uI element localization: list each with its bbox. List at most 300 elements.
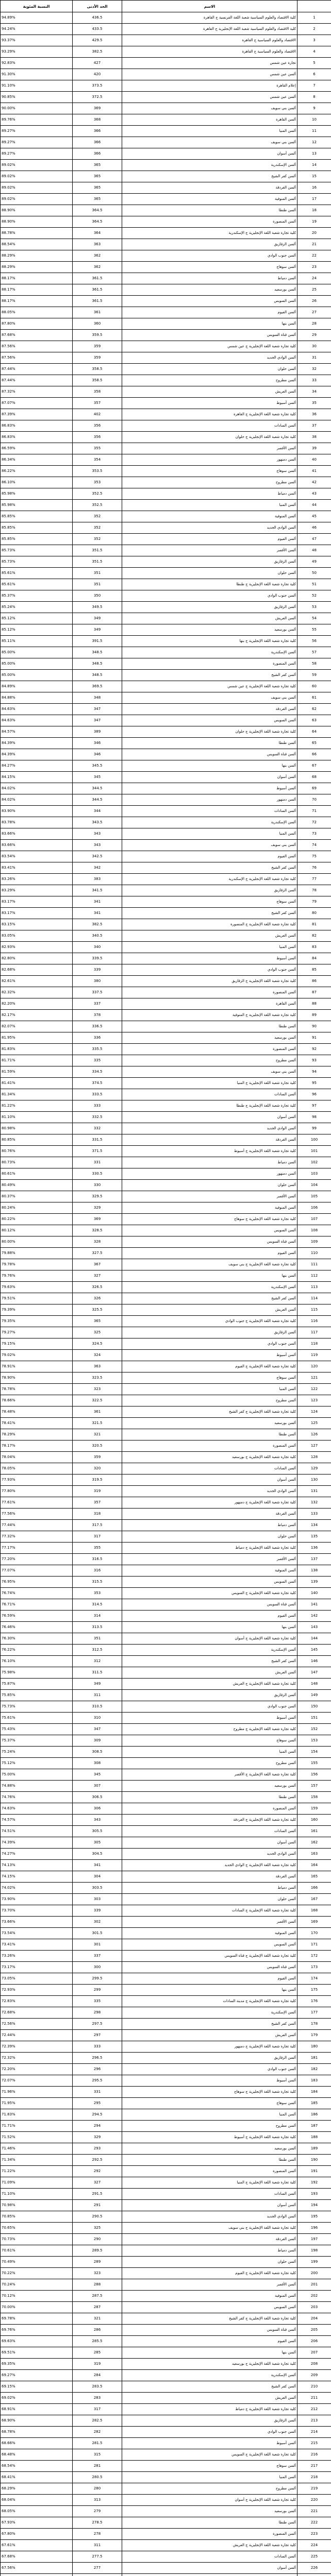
row-percentage: 79.35%: [1, 1316, 73, 1327]
row-min-score: 299: [73, 1985, 122, 1996]
row-percentage: 67.68%: [1, 2551, 73, 2563]
row-percentage: 75.73%: [1, 1701, 73, 1713]
row-name: كلية تجارة شعبة اللغة الإنجليزية ج بني سويف: [122, 2223, 297, 2234]
row-name: كلية تجارة شعبة اللغة الإنجليزية ج الوادي الجديد: [122, 1860, 297, 1871]
row-name: ألسن طنطا: [122, 2155, 297, 2166]
table-row: [1, 556, 331, 568]
row-percentage: 74.02%: [1, 1883, 73, 1894]
table-row: [1, 2075, 331, 2087]
row-name: ألسن المنصورة: [122, 2166, 297, 2177]
row-min-score: 296.5: [73, 2053, 122, 2064]
row-min-score: 352: [73, 534, 122, 545]
table-row: [1, 1078, 331, 1089]
table-row: [1, 103, 331, 114]
row-min-score: 323: [73, 1384, 122, 1395]
row-index: 187: [297, 2121, 331, 2132]
row-percentage: 71.22%: [1, 2166, 73, 2177]
table-row: [1, 2064, 331, 2075]
row-name: ألسن بورسعيد: [122, 1418, 297, 1429]
row-percentage: 82.32%: [1, 987, 73, 998]
row-name: ألسن قناة السويس: [122, 1962, 297, 1973]
row-min-score: 341: [73, 1860, 122, 1871]
row-index: 113: [297, 1282, 331, 1293]
row-index: 185: [297, 2098, 331, 2109]
row-percentage: 89.27%: [1, 137, 73, 148]
row-percentage: 77.80%: [1, 1486, 73, 1497]
row-name: ألسن دمياط: [122, 273, 297, 284]
table-row: [1, 2087, 331, 2098]
table-row: [1, 2291, 331, 2302]
row-min-score: 277.5: [73, 2551, 122, 2563]
row-min-score: 291.5: [73, 2189, 122, 2200]
row-min-score: 349.5: [73, 602, 122, 613]
row-percentage: 84.27%: [1, 760, 73, 772]
row-percentage: 82.68%: [1, 964, 73, 976]
table-row: [1, 1384, 331, 1395]
row-min-score: 305: [73, 1837, 122, 1849]
row-name: ألسن دمنهور: [122, 794, 297, 806]
row-percentage: 71.10%: [1, 2189, 73, 2200]
row-name: ألسن العريش: [122, 930, 297, 942]
row-min-score: 337.5: [73, 987, 122, 998]
row-percentage: 79.63%: [1, 1282, 73, 1293]
row-percentage: 85.85%: [1, 534, 73, 545]
row-name: ألسن بنها: [122, 318, 297, 330]
table-row: [1, 194, 331, 205]
row-name: كلية تجارة شعبة اللغة الإنجليزية ج دمنهور: [122, 2041, 297, 2053]
row-percentage: 88.78%: [1, 228, 73, 239]
row-name: ألسن أسيوط: [122, 2438, 297, 2449]
row-percentage: 69.35%: [1, 2359, 73, 2370]
table-row: [1, 1055, 331, 1066]
row-name: ألسن السادات: [122, 420, 297, 432]
table-row: [1, 2132, 331, 2143]
row-index: 89: [297, 1010, 331, 1021]
table-row: [1, 137, 331, 148]
row-index: 37: [297, 420, 331, 432]
row-percentage: 80.12%: [1, 1225, 73, 1236]
row-percentage: 89.02%: [1, 194, 73, 205]
row-percentage: 84.02%: [1, 783, 73, 794]
table-row: [1, 296, 331, 307]
row-percentage: 86.59%: [1, 443, 73, 454]
table-row: [1, 386, 331, 398]
row-name: ألسن الزقازيق: [122, 2053, 297, 2064]
row-min-score: 317: [73, 1531, 122, 1543]
row-name: ألسن الفيوم: [122, 534, 297, 545]
row-percentage: 86.10%: [1, 477, 73, 488]
table-row: [1, 885, 331, 896]
row-index: 219: [297, 2483, 331, 2495]
row-index: 221: [297, 2506, 331, 2517]
row-min-score: 279: [73, 2506, 122, 2517]
row-index: 154: [297, 1747, 331, 1758]
row-percentage: 68.04%: [1, 2495, 73, 2506]
row-index: 101: [297, 1146, 331, 1157]
row-min-score: 320: [73, 1463, 122, 1475]
row-min-score: 289.5: [73, 2245, 122, 2257]
row-name: ألسن مطروح: [122, 2121, 297, 2132]
row-min-score: 286: [73, 2325, 122, 2336]
table-row: [1, 1622, 331, 1633]
row-min-score: 313: [73, 2495, 122, 2506]
row-percentage: 78.41%: [1, 1418, 73, 1429]
row-min-score: 285: [73, 2347, 122, 2359]
table-row: [1, 2381, 331, 2393]
table-row: [1, 1599, 331, 1611]
row-percentage: 75.12%: [1, 1758, 73, 1769]
row-index: 217: [297, 2461, 331, 2472]
row-index: 205: [297, 2325, 331, 2336]
table-row: [1, 2234, 331, 2245]
table-row: [1, 1497, 331, 1509]
row-name: كلية تجارة شعبة اللغة الإنجليزية ج أسيوط: [122, 2132, 297, 2143]
table-row: [1, 2053, 331, 2064]
table-row: [1, 1577, 331, 1588]
row-index: 27: [297, 307, 331, 318]
row-percentage: 80.76%: [1, 1146, 73, 1157]
row-name: ألسن بني سويف: [122, 103, 297, 114]
row-name: ألسن المنيا: [122, 2109, 297, 2121]
table-row: [1, 602, 331, 613]
table-row: [1, 1440, 331, 1452]
row-name: ألسن بنها: [122, 760, 297, 772]
row-min-score: 304: [73, 1871, 122, 1883]
row-name: ألسن المنوفية: [122, 1202, 297, 1214]
row-index: 109: [297, 1236, 331, 1248]
row-percentage: 80.22%: [1, 1214, 73, 1225]
row-min-score: 329: [73, 2132, 122, 2143]
row-index: 181: [297, 2053, 331, 2064]
row-name: ألسن المنيا: [122, 2472, 297, 2483]
row-name: ألسن أسوان: [122, 772, 297, 783]
row-name: ألسن بورسعيد: [122, 1032, 297, 1044]
table-row: [1, 568, 331, 579]
row-percentage: 68.78%: [1, 2427, 73, 2438]
table-row: [1, 1236, 331, 1248]
row-percentage: 78.04%: [1, 1452, 73, 1463]
row-percentage: 77.32%: [1, 1531, 73, 1543]
row-index: 9: [297, 103, 331, 114]
row-min-score: 321.5: [73, 1418, 122, 1429]
row-name: ألسن جنوب الوادي: [122, 590, 297, 602]
row-min-score: 278: [73, 2529, 122, 2540]
table-row: [1, 1327, 331, 1338]
row-index: 194: [297, 2200, 331, 2211]
row-index: 46: [297, 522, 331, 534]
row-min-score: 364: [73, 228, 122, 239]
row-percentage: 88.29%: [1, 250, 73, 262]
table-row: [1, 2574, 331, 2576]
row-min-score: 328.5: [73, 1225, 122, 1236]
row-index: 151: [297, 1713, 331, 1724]
row-percentage: 74.27%: [1, 1849, 73, 1860]
row-name: ألسن المنيا: [122, 1384, 297, 1395]
table-row: [1, 2302, 331, 2313]
row-index: 173: [297, 1962, 331, 1973]
row-min-score: 359: [73, 341, 122, 352]
row-min-score: 303: [73, 1894, 122, 1905]
row-percentage: 82.17%: [1, 1010, 73, 1021]
row-name: ألسن القاهرة: [122, 998, 297, 1010]
row-name: كلية تجارة شعبة اللغة الإنجليزية ج السادات: [122, 1905, 297, 1917]
table-row: [1, 1520, 331, 1531]
row-name: كلية تجارة شعبة اللغة الإنجليزية ج بني سويف: [122, 1259, 297, 1270]
table-row: [1, 1123, 331, 1134]
row-name: ألسن جنوب الوادي: [122, 2064, 297, 2075]
table-row: [1, 806, 331, 817]
row-index: 72: [297, 817, 331, 828]
row-min-score: 333: [73, 2041, 122, 2053]
row-percentage: 87.56%: [1, 341, 73, 352]
row-min-score: 345: [73, 1769, 122, 1781]
row-name: كلية تجارة شعبة اللغة الإنجليزية ج حلوان: [122, 726, 297, 738]
row-min-score: 344.5: [73, 794, 122, 806]
row-name: ألسن الفيوم: [122, 1248, 297, 1259]
row-min-score: 339.5: [73, 953, 122, 964]
table-row: [1, 2279, 331, 2291]
row-index: 22: [297, 250, 331, 262]
row-min-score: 331: [73, 2087, 122, 2098]
table-row: [1, 228, 331, 239]
row-min-score: 357: [73, 398, 122, 409]
row-percentage: 84.88%: [1, 692, 73, 704]
row-index: 91: [297, 1032, 331, 1044]
row-name: كلية تجارة شعبة اللغة الإنجليزية ج دمنهور: [122, 1497, 297, 1509]
row-name: كلية تجارة شعبة اللغة الإنجليزية ج مدينة السادات: [122, 1996, 297, 2007]
row-percentage: 83.66%: [1, 828, 73, 840]
row-percentage: 82.61%: [1, 976, 73, 987]
row-name: ألسن جنوب الوادي: [122, 250, 297, 262]
row-index: 74: [297, 840, 331, 851]
row-name: ألسن طنطا: [122, 1021, 297, 1032]
table-row: [1, 1894, 331, 1905]
table-row: [1, 2404, 331, 2415]
row-name: كلية تجارة شعبة اللغة الإنجليزية ج القاهرة: [122, 409, 297, 420]
row-percentage: 78.91%: [1, 1361, 73, 1372]
row-index: 122: [297, 1384, 331, 1395]
row-name: كلية تجارة شعبة اللغة الإنجليزية ج مطروح: [122, 1724, 297, 1735]
row-percentage: 67.61%: [1, 2540, 73, 2551]
table-row: [1, 862, 331, 874]
row-name: ألسن المنصورة: [122, 987, 297, 998]
row-index: 93: [297, 1055, 331, 1066]
row-index: 32: [297, 364, 331, 375]
row-percentage: 74.15%: [1, 1871, 73, 1883]
row-min-score: 294.5: [73, 2109, 122, 2121]
table-row: [1, 1985, 331, 1996]
row-index: 167: [297, 1894, 331, 1905]
row-percentage: 73.41%: [1, 1939, 73, 1951]
row-index: 4: [297, 46, 331, 58]
table-row: [1, 1202, 331, 1214]
row-percentage: 69.15%: [1, 2381, 73, 2393]
row-name: كلية تجارة شعبة اللغة الإنجليزية ج عين شمس: [122, 341, 297, 352]
table-row: [1, 375, 331, 386]
row-name: كلية تجارة شعبة اللغة الإنجليزية ج العريش: [122, 1679, 297, 1690]
table-row: [1, 2223, 331, 2234]
row-name: ألسن مطروح: [122, 477, 297, 488]
row-percentage: 78.29%: [1, 1429, 73, 1440]
row-percentage: 88.29%: [1, 262, 73, 273]
row-index: 2: [297, 24, 331, 35]
row-percentage: 92.83%: [1, 58, 73, 69]
table-row: [1, 1645, 331, 1656]
row-name: ألسن الإسكندرية: [122, 2370, 297, 2381]
row-index: 76: [297, 862, 331, 874]
row-name: ألسن حلوان: [122, 1531, 297, 1543]
table-row: [1, 2506, 331, 2517]
row-index: 160: [297, 1815, 331, 1826]
table-row: [1, 1044, 331, 1055]
row-percentage: 80.85%: [1, 1134, 73, 1146]
table-row: [1, 1679, 331, 1690]
row-min-score: 297: [73, 2030, 122, 2041]
table-row: [1, 2200, 331, 2211]
row-min-score: 358.5: [73, 364, 122, 375]
row-name: كلية تجارة شعبة اللغة الإنجليزية ج الغردقة: [122, 1815, 297, 1826]
row-index: 10: [297, 114, 331, 126]
row-min-score: 283.5: [73, 2381, 122, 2393]
row-min-score: 327: [73, 2177, 122, 2189]
row-index: 208: [297, 2359, 331, 2370]
row-name: ألسن سوهاج: [122, 262, 297, 273]
row-name: ألسن بورسعيد: [122, 1781, 297, 1792]
row-min-score: 365: [73, 1316, 122, 1327]
row-index: 3: [297, 35, 331, 46]
row-index: 1: [297, 12, 331, 24]
row-index: 83: [297, 942, 331, 953]
row-min-score: 347: [73, 1724, 122, 1735]
row-index: 18: [297, 205, 331, 216]
row-min-score: 359: [73, 1452, 122, 1463]
row-percentage: 69.76%: [1, 2325, 73, 2336]
row-index: 209: [297, 2370, 331, 2381]
row-min-score: 334.5: [73, 1066, 122, 1078]
row-index: 127: [297, 1440, 331, 1452]
row-percentage: 83.90%: [1, 806, 73, 817]
row-percentage: 68.90%: [1, 2415, 73, 2427]
row-percentage: 72.83%: [1, 1996, 73, 2007]
row-name: ألسن المنصورة: [122, 1044, 297, 1055]
table-row: [1, 273, 331, 284]
row-min-score: 343: [73, 1815, 122, 1826]
row-percentage: 79.78%: [1, 1259, 73, 1270]
row-percentage: 72.07%: [1, 2075, 73, 2087]
row-name: ألسن الغردقة: [122, 704, 297, 715]
row-percentage: 85.37%: [1, 590, 73, 602]
row-min-score: 346: [73, 738, 122, 749]
row-index: 33: [297, 375, 331, 386]
row-name: كلية تجارة شعبة اللغة الإنجليزية ج سوهاج: [122, 2087, 297, 2098]
row-index: 70: [297, 794, 331, 806]
table-row: [1, 1361, 331, 1372]
row-index: 41: [297, 466, 331, 477]
row-name: ألسن الفيوم: [122, 851, 297, 862]
row-index: 92: [297, 1044, 331, 1055]
table-row: [1, 828, 331, 840]
row-name: ألسن الإسكندرية: [122, 160, 297, 171]
row-name: ألسن أسيوط: [122, 1350, 297, 1361]
row-index: 54: [297, 613, 331, 624]
row-percentage: 78.17%: [1, 1440, 73, 1452]
row-min-score: 347: [73, 704, 122, 715]
row-name: ألسن المنصورة: [122, 216, 297, 228]
table-row: [1, 942, 331, 953]
row-name: ألسن السادات: [122, 1089, 297, 1100]
row-min-score: 335: [73, 1055, 122, 1066]
table-row: [1, 1905, 331, 1917]
row-name: ألسن الوادي الجديد: [122, 1849, 297, 1860]
table-row: [1, 2529, 331, 2540]
row-min-score: 365: [73, 182, 122, 194]
row-index: 223: [297, 2529, 331, 2540]
row-name: ألسن السادات: [122, 1463, 297, 1475]
row-name: ألسن الأقصر: [122, 545, 297, 556]
table-row: [1, 2336, 331, 2347]
row-index: 114: [297, 1293, 331, 1304]
row-index: 144: [297, 1633, 331, 1645]
table-row: [1, 840, 331, 851]
row-min-score: 324: [73, 1350, 122, 1361]
row-name: كلية تجارة شعبة اللغة الإنجليزية ج الأقصر: [122, 1769, 297, 1781]
row-percentage: 81.22%: [1, 1100, 73, 1112]
table-row: [1, 92, 331, 103]
row-name: ألسن طنطا: [122, 1429, 297, 1440]
table-row: [1, 2415, 331, 2427]
row-index: 43: [297, 488, 331, 500]
row-percentage: 94.24%: [1, 24, 73, 35]
row-index: 6: [297, 69, 331, 80]
row-name: ألسن الزقازيق: [122, 2415, 297, 2427]
row-name: ألسن المنوفية: [122, 194, 297, 205]
row-name: ألسن دمنهور: [122, 1168, 297, 1180]
row-index: 112: [297, 1270, 331, 1282]
row-percentage: 68.29%: [1, 2483, 73, 2495]
row-name: ألسن عين شمس: [122, 92, 297, 103]
row-percentage: 75.37%: [1, 1735, 73, 1747]
row-percentage: 85.85%: [1, 522, 73, 534]
header-row: [1, 1, 331, 12]
table-row: [1, 726, 331, 738]
row-index: 66: [297, 749, 331, 760]
row-percentage: 74.51%: [1, 1826, 73, 1837]
row-name: ألسن دمياط: [122, 1520, 297, 1531]
row-min-score: 348: [73, 692, 122, 704]
row-name: كلية تجارة شعبة اللغة الإنجليزية ج السويس: [122, 1588, 297, 1599]
row-index: 211: [297, 2393, 331, 2404]
table-row: [1, 160, 331, 171]
row-index: 192: [297, 2177, 331, 2189]
row-percentage: 89.27%: [1, 148, 73, 160]
row-index: 56: [297, 636, 331, 647]
row-index: 102: [297, 1157, 331, 1168]
table-row: [1, 1554, 331, 1565]
table-row: [1, 590, 331, 602]
row-min-score: 359: [73, 352, 122, 364]
table-row: [1, 205, 331, 216]
row-index: 115: [297, 1304, 331, 1316]
table-row: [1, 2347, 331, 2359]
row-percentage: 71.46%: [1, 2143, 73, 2155]
row-percentage: 79.76%: [1, 1270, 73, 1282]
row-index: 107: [297, 1214, 331, 1225]
row-name: كلية تجارة شعبة اللغة الإنجليزية ج كفر الشيخ: [122, 2313, 297, 2325]
table-row: [1, 2019, 331, 2030]
row-min-score: 330: [73, 1180, 122, 1191]
row-name: ألسن الزقازيق: [122, 239, 297, 250]
row-index: 117: [297, 1327, 331, 1338]
